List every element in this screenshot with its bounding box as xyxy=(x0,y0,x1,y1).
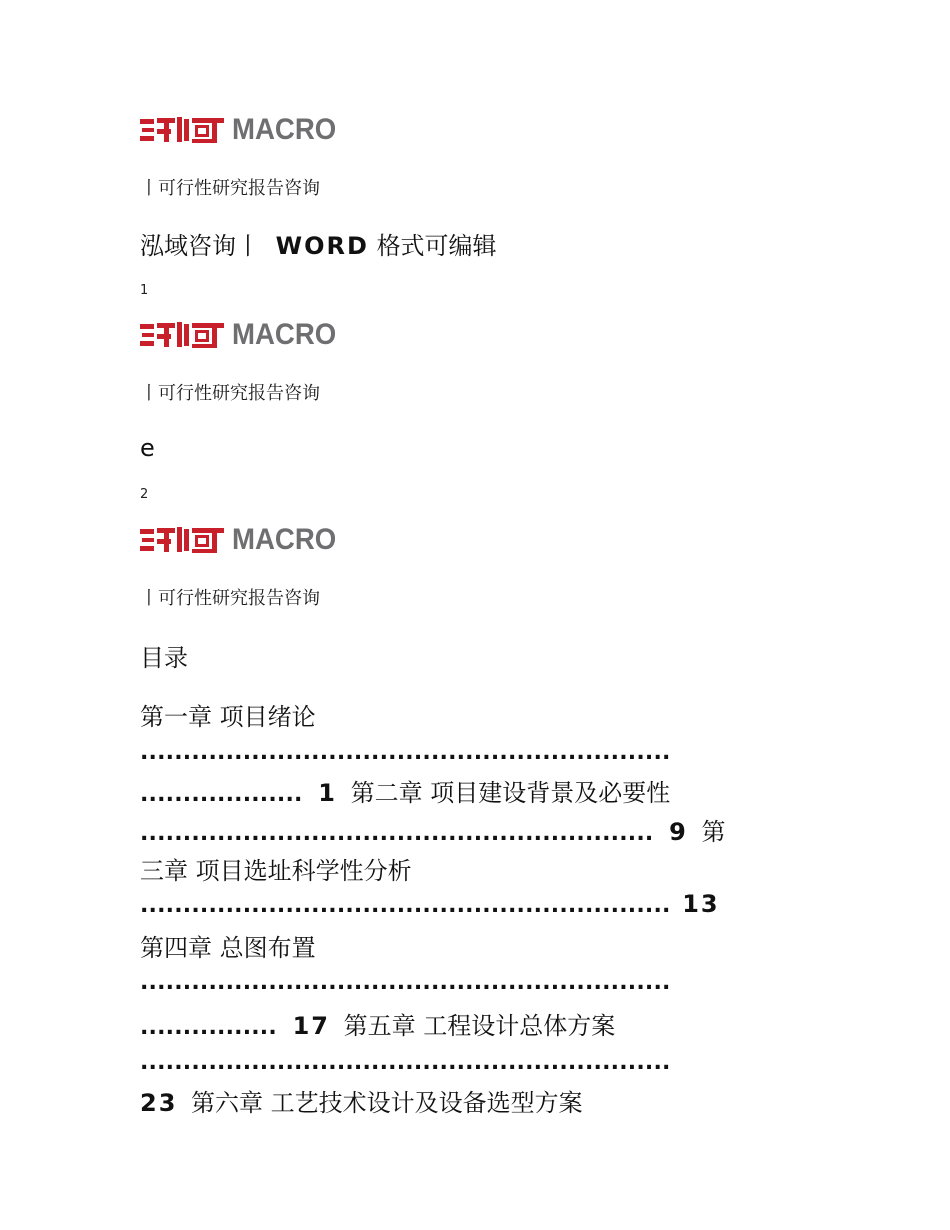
toc-dot-leader: .............................................................. xyxy=(140,893,671,918)
tagline: 丨可行性研究报告咨询 xyxy=(140,588,320,609)
toc-entry-ch1[interactable]: 第一章 项目绪论 xyxy=(140,703,316,731)
toc-dot-leader: ............................................................ xyxy=(140,821,654,846)
tagline: 丨可行性研究报告咨询 xyxy=(140,178,320,199)
logo-wordmark: MACRO xyxy=(232,318,337,351)
logo-wordmark: MACRO xyxy=(232,523,337,556)
document-header-line xyxy=(140,226,497,261)
toc-dot-leader: .............................................................. xyxy=(140,1050,671,1075)
toc-page-number: 23 xyxy=(140,1089,178,1117)
macro-logo xyxy=(140,318,340,354)
toc-entry-ch5[interactable]: 第五章 工程设计总体方案 xyxy=(343,1012,616,1040)
toc-line xyxy=(140,1083,583,1118)
toc-page-number: 1 xyxy=(318,779,337,807)
toc-title: 目录 xyxy=(140,644,188,672)
toc-dot-leader: .............................................................. xyxy=(140,970,671,995)
header-company: 泓域咨询丨 xyxy=(140,232,260,260)
toc-entry-ch2[interactable]: 第二章 项目建设背景及必要性 xyxy=(350,779,671,807)
stray-text: e xyxy=(140,434,155,462)
macro-logo xyxy=(140,523,340,559)
toc-dot-leader: ................ xyxy=(140,1015,277,1040)
toc-dot-leader: ................... xyxy=(140,782,303,807)
toc-entry-ch4[interactable]: 第四章 总图布置 xyxy=(140,934,316,962)
header-editable: 格式可编辑 xyxy=(376,232,497,260)
hongyu-logo-mark-icon xyxy=(140,525,226,555)
toc-line xyxy=(140,812,725,847)
toc-entry-ch3[interactable]: 三章 项目选址科学性分析 xyxy=(140,857,412,885)
header-word: WORD xyxy=(275,232,369,260)
page-number: 2 xyxy=(140,487,149,502)
hongyu-logo-mark-icon xyxy=(140,320,226,350)
page-number: 1 xyxy=(140,283,149,298)
macro-logo xyxy=(140,113,340,149)
toc-page-number: 9 xyxy=(669,818,688,846)
logo-wordmark: MACRO xyxy=(232,113,337,146)
hongyu-logo-mark-icon xyxy=(140,115,226,145)
toc-page-number: 17 xyxy=(292,1012,330,1040)
toc-line xyxy=(140,1006,615,1041)
toc-dot-leader: .............................................................. xyxy=(140,740,671,765)
toc-entry-ch3-start[interactable]: 第 xyxy=(701,818,726,846)
tagline: 丨可行性研究报告咨询 xyxy=(140,383,320,404)
toc-entry-ch6[interactable]: 第六章 工艺技术设计及设备选型方案 xyxy=(191,1089,583,1117)
toc-page-number: 13 xyxy=(682,890,720,918)
toc-line xyxy=(140,890,720,918)
toc-line xyxy=(140,773,670,808)
